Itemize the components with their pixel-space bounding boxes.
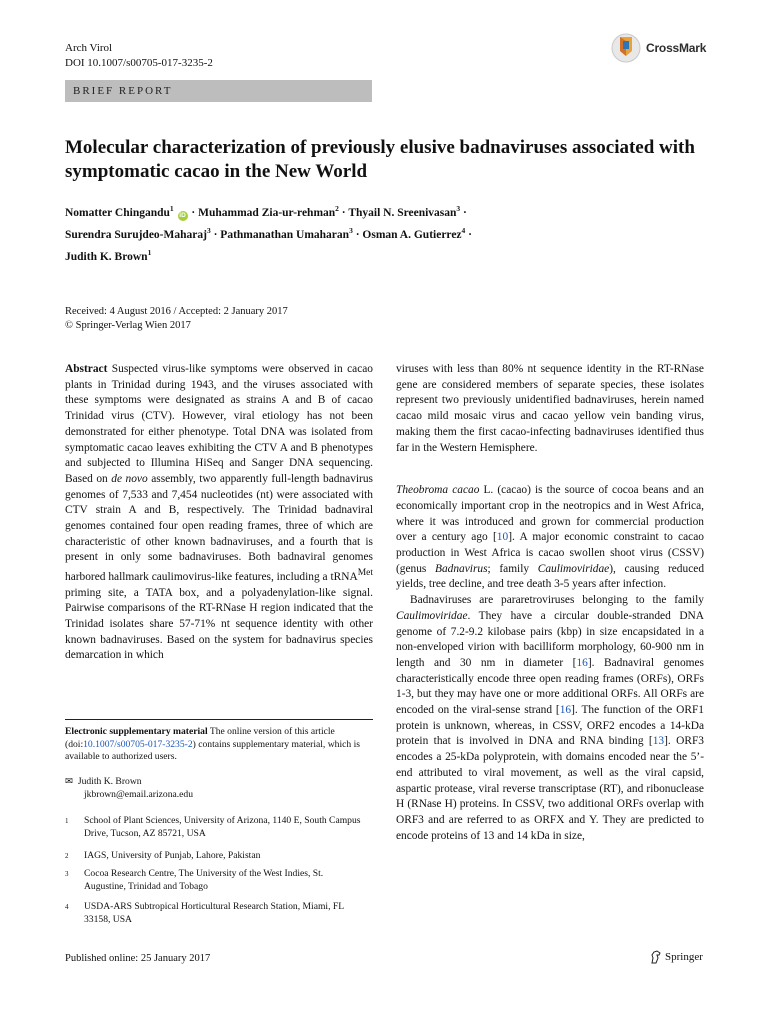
supplementary-note (65, 726, 373, 764)
author-affiliation-mark: 1 (147, 247, 152, 257)
author-affiliation-mark: 3 (349, 225, 353, 235)
springer-horse-icon (650, 950, 662, 964)
affiliation-text: Cocoa Research Centre, The University of the West Indies, St. Augustine, Trinidad and Tobago (84, 868, 324, 892)
body-text: L. (cacao) is the source of cocoa beans and an economically important crop in the neotropics and in West Africa, where it was introduced and grown for commercial production over a century ago [ (396, 484, 704, 544)
body-text: . They have a circular double-stranded DNA genome of 7.2-9.2 kilobase pairs (kbp) in size encapsidated in a non-enveloped virion with bacilliform morphology, 60-900 nm in length and 30 nm in diameter [ (396, 609, 704, 669)
author-name[interactable]: Surendra Surujdeo-Maharaj (65, 228, 207, 241)
author-affiliation-mark: 3 (456, 204, 461, 213)
affiliation-item (65, 901, 365, 926)
envelope-icon: ✉ (65, 776, 74, 787)
affiliation-number: 4 (65, 903, 69, 911)
author-name[interactable]: Pathmanathan Umaharan (220, 228, 350, 241)
esm-text: ) contains supplementary material, which is available to authorized users. (65, 738, 360, 762)
affiliation-text: School of Plant Sciences, University of Arizona, 1140 E, South Campus Drive, Tucson, AZ 85721, USA (84, 815, 361, 839)
abstract-paragraph (65, 362, 373, 664)
article-dates (65, 305, 288, 333)
author-name[interactable]: Thyail N. Sreenivasan (348, 206, 457, 219)
citation-link[interactable]: 16 (559, 704, 572, 717)
author-name[interactable]: Judith K. Brown (65, 250, 148, 263)
family-name: Caulimoviridae (537, 562, 610, 575)
author-affiliation-mark: 2 (335, 204, 339, 213)
abstract-text: assembly, two apparently full-length badnavirus genomes of 7,533 and 7,454 nucleotides (nt) were associated with CTV strain A and B, respectively. The Trinidad badnaviral genomes contained four open reading frames, three of which are characteristic of other known badnaviruses, and a fourth that is present in only some badnaviruses. Both badnaviral genomes harbored hallmark caulimovirus-like features, including a tRNA (65, 472, 373, 583)
footnote-divider (65, 719, 373, 720)
section-label-bar: BRIEF REPORT (65, 80, 372, 102)
author-list: Nomatter Chingandu$^1$ iD · Muhammad Zia-ur-rehman$^2$ · Thyail N. Sreenivasan$^3$ · Surendra Surujdeo-Maharaj$^3$ · Pathmanathan Umaharan$^3$ · Osman A. Gutierrez$^4$ · Judith K. Brown$^1$ (65, 204, 472, 263)
body-text: Badnaviruses are pararetroviruses belonging to the family (410, 594, 704, 607)
citation-link[interactable]: 16 (576, 656, 588, 669)
publisher-logo (650, 950, 703, 964)
affiliation-item (65, 850, 365, 863)
author-name[interactable]: Osman A. Gutierrez (362, 228, 462, 241)
esm-heading: Electronic supplementary material (65, 726, 208, 737)
affiliation-item (65, 815, 365, 840)
journal-header (65, 41, 213, 71)
corresponding-author (65, 776, 365, 801)
abstract-superscript: Met (357, 568, 373, 579)
abstract-text: priming site, a TATA box, and a polyadenylation-like signal. Pairwise comparisons of the RT-RNase H region indicated that the Trinidad isolates share 57-71% nt sequence identity with other known badnaviruses. Based on the system for badnavirus species demarcation in which (65, 586, 373, 662)
abstract-left-column (65, 362, 373, 664)
publisher-name: Springer (665, 951, 703, 963)
body-text: ), causing reduced yields, tree decline, and tree death 3-5 years after infection. (396, 562, 705, 591)
abstract-italic-term: de novo (111, 472, 148, 485)
journal-name: Arch Virol (65, 42, 113, 54)
species-name: Theobroma cacao (396, 484, 480, 497)
corresponding-author-email[interactable]: jkbrown@email.arizona.edu (84, 788, 193, 800)
body-right-column (396, 362, 704, 844)
affiliation-number: 3 (65, 870, 69, 878)
affiliation-text: IAGS, University of Punjab, Lahore, Pakistan (84, 850, 261, 861)
body-text: ; family (487, 562, 538, 575)
genus-name: Badnavirus (435, 562, 488, 575)
family-name: Caulimoviridae (396, 609, 468, 622)
esm-text: The online version of this article (doi: (65, 726, 335, 750)
received-accepted-dates: Received: 4 August 2016 / Accepted: 2 January 2017 (65, 306, 288, 317)
intro-paragraph (396, 483, 704, 593)
abstract-heading: Abstract (65, 363, 108, 375)
affiliation-number: 2 (65, 852, 69, 860)
body-text: ]. A major economic constraint to cacao production in West Africa is cacao swollen shoot virus (CSSV) (genus (396, 531, 704, 575)
author-affiliation-mark: 4 (461, 225, 466, 235)
crossmark-icon (611, 31, 641, 65)
citation-link[interactable]: 10 (496, 531, 509, 544)
author-name[interactable]: Muhammad Zia-ur-rehman (198, 206, 336, 219)
article-title: Molecular characterization of previously elusive badnaviruses associated with symptomatic cacao in the New World (65, 137, 695, 182)
citation-link[interactable]: 13 (652, 735, 665, 748)
author-name[interactable]: Nomatter Chingandu (65, 206, 170, 219)
article-doi: DOI 10.1007/s00705-017-3235-2 (65, 57, 213, 69)
corresponding-author-name: Judith K. Brown (77, 776, 142, 787)
affiliation-item (65, 868, 365, 893)
abstract-text: Suspected virus-like symptoms were observed in cacao plants in Trinidad during 1943, and the viruses associated with these symptoms were designated as strains A and B of cacao Trinidad virus (CTV). However, viral etiology has not been demonstrated for either phenotype. Total DNA was isolated from symptomatic cacao leaves exhibiting the CTV A and B phenotypes and subjected to Illumina HiSeq and Sanger DNA sequencing. Based on (65, 363, 373, 485)
author-affiliation-mark: 1 (169, 204, 174, 213)
crossmark-label: CrossMark (646, 41, 707, 55)
abstract-continuation: viruses with less than 80% nt sequence identity in the RT-RNase gene are considered members of separate species, these isolates represent two previously unidentified badnaviruses, herein named cacao mild mosaic virus and cacao yellow vein banding virus, making them the first cacao-infecting badnaviruses identified thus far in the Western Hemisphere. (396, 363, 704, 454)
copyright-line: © Springer-Verlag Wien 2017 (65, 320, 191, 331)
crossmark-badge[interactable] (611, 31, 723, 65)
orcid-icon[interactable]: iD (179, 211, 186, 219)
affiliation-text: USDA-ARS Subtropical Horticultural Research Station, Miami, FL 33158, USA (84, 901, 344, 925)
body-text: ]. The function of the ORF1 protein is unknown, whereas, in CSSV, ORF2 encodes a 14-kDa protein that is involved in DNA and RNA binding [ (396, 704, 704, 748)
author-affiliation-mark: 3 (206, 225, 211, 235)
esm-doi-link[interactable]: 10.1007/s00705-017-3235-2 (83, 738, 193, 750)
body-text: ]. ORF3 encodes a 25-kDa polyprotein, with domains encoded near the 5’-end attributed to viral movement, as well as the viral capsid, aspartic protease, viral reverse transcriptase (RT), and ribonuclease H (RNase H) proteins. In CSSV, two additional ORFs overlap with ORF3 and are referred to as ORFX and Y. They are predicted to encode proteins of 13 and 14 kDa in size, (396, 735, 704, 842)
body-paragraph (396, 593, 704, 844)
body-text: ]. Badnaviral genomes characteristically encode three open reading frames (ORFs), ORFs 1-3, but they may have one or more additional ORFs. All ORFs are encoded on the viral-sense strand [ (396, 656, 704, 717)
affiliation-number: 1 (65, 817, 69, 825)
published-online-date: Published online: 25 January 2017 (65, 953, 211, 964)
